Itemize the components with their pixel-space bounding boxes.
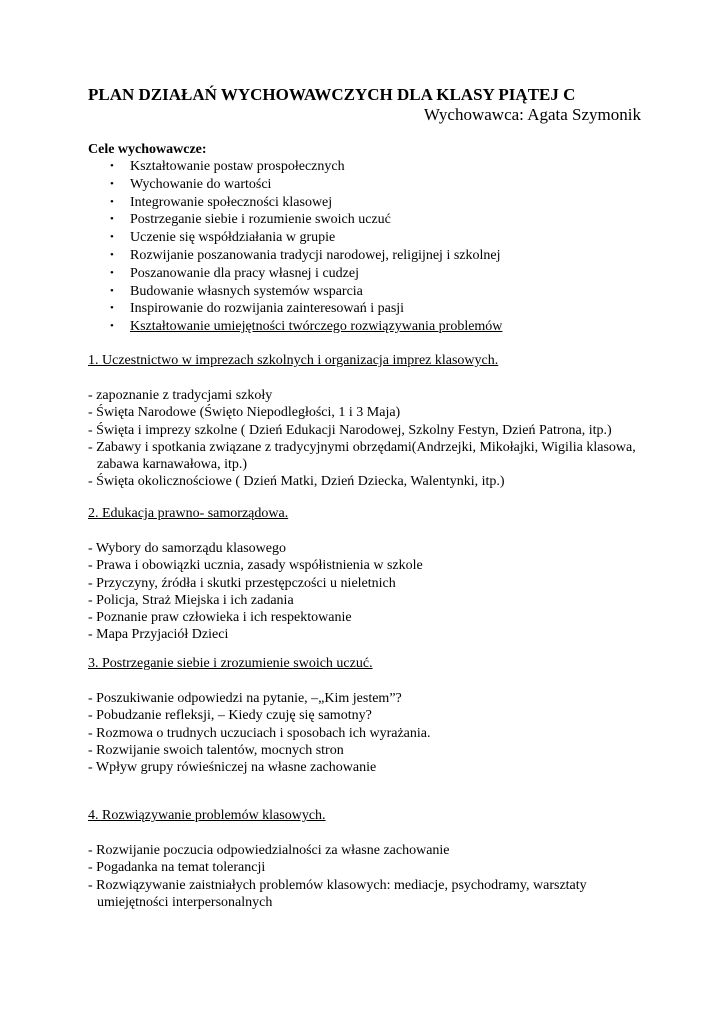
section-item-list xyxy=(88,842,657,911)
goal-item xyxy=(88,194,502,212)
bullet-icon: • xyxy=(110,195,114,208)
section-item: - Rozwiązywanie zaistniałych problemów klasowych: mediacje, psychodramy, warsztaty umiejętności interpersonalnych xyxy=(88,877,587,910)
section-title: 2. Edukacja prawno- samorządowa. xyxy=(88,506,289,521)
section-legal-education xyxy=(88,505,657,644)
goal-text: Budowanie własnych systemów wsparcia xyxy=(130,283,363,299)
goal-item xyxy=(88,283,502,301)
goal-item xyxy=(88,247,502,265)
bullet-icon: • xyxy=(110,248,114,261)
section-item: - Zabawy i spotkania związane z tradycyjnymi obrzędami(Andrzejki, Mikołajki, Wigilia klasowa, zabawa karnawałowa, itp.) xyxy=(88,439,636,473)
goal-item xyxy=(88,229,502,247)
goal-text: Inspirowanie do rozwijania zainteresowań i pasji xyxy=(130,301,405,317)
bullet-icon: • xyxy=(110,302,114,315)
goal-item xyxy=(88,265,502,283)
goal-text: Poszanowanie dla pracy własnej i cudzej xyxy=(130,265,359,281)
bullet-icon: • xyxy=(110,320,114,333)
bullet-icon: • xyxy=(110,266,114,279)
bullet-icon: • xyxy=(110,177,114,190)
goals-heading: Cele wychowawcze: xyxy=(88,142,207,157)
bullet-icon: • xyxy=(110,284,114,297)
section-item-list xyxy=(88,540,657,644)
teacher-name: Wychowawca: Agata Szymonik xyxy=(423,105,641,124)
goal-item xyxy=(88,158,502,176)
section-item-list xyxy=(88,387,657,491)
section-title: 3. Postrzeganie siebie i zrozumienie swoich uczuć. xyxy=(88,656,373,671)
goal-item xyxy=(88,300,502,318)
section-item: - Mapa Przyjaciół Dzieci xyxy=(88,627,229,643)
document-title: PLAN DZIAŁAŃ WYCHOWAWCZYCH DLA KLASY PIĄTEJ C xyxy=(88,85,576,104)
section-self-perception xyxy=(88,655,657,776)
section-item: - Rozwijanie swoich talentów, mocnych stron xyxy=(88,742,344,758)
section-item: - Policja, Straż Miejska i ich zadania xyxy=(88,592,294,608)
goal-item xyxy=(88,176,502,194)
section-item: - Święta Narodowe (Święto Niepodległości, 1 i 3 Maja) xyxy=(88,405,401,421)
section-class-problems xyxy=(88,807,657,911)
section-item-list xyxy=(88,690,657,776)
section-title: 4. Rozwiązywanie problemów klasowych. xyxy=(88,808,326,823)
bullet-icon: • xyxy=(110,213,114,226)
section-title: 1. Uczestnictwo w imprezach szkolnych i organizacja imprez klasowych. xyxy=(88,353,499,368)
section-item: - Prawa i obowiązki ucznia, zasady współistnienia w szkole xyxy=(88,558,423,574)
section-item: - Wybory do samorządu klasowego xyxy=(88,541,286,556)
goal-text: Kształtowanie umiejętności twórczego rozwiązywania problemów xyxy=(130,319,503,335)
goal-text: Rozwijanie poszanowania tradycji narodowej, religijnej i szkolnej xyxy=(130,247,501,263)
section-item: - Święta okolicznościowe ( Dzień Matki, Dzień Dziecka, Walentynki, itp.) xyxy=(88,474,505,490)
section-item: - Pogadanka na temat tolerancji xyxy=(88,860,266,876)
goal-text: Kształtowanie postaw prospołecznych xyxy=(130,159,345,174)
section-item: - Pobudzanie refleksji, – Kiedy czuję się samotny? xyxy=(88,708,372,724)
section-item: - zapoznanie z tradycjami szkoły xyxy=(88,388,273,403)
section-item: - Święta i imprezy szkolne ( Dzień Edukacji Narodowej, Szkolny Festyn, Dzień Patrona, itp.) xyxy=(88,422,612,438)
section-school-events xyxy=(88,352,657,491)
section-item: - Przyczyny, źródła i skutki przestępczości u nieletnich xyxy=(88,575,396,591)
goal-text: Postrzeganie siebie i rozumienie swoich uczuć xyxy=(130,212,391,228)
goal-text: Wychowanie do wartości xyxy=(130,176,272,192)
section-item: - Rozmowa o trudnych uczuciach i sposobach ich wyrażania. xyxy=(88,725,431,741)
goal-text: Uczenie się współdziałania w grupie xyxy=(130,230,336,246)
goals-list xyxy=(88,158,502,336)
section-item: - Poszukiwanie odpowiedzi na pytanie, –„Kim jestem”? xyxy=(88,691,402,706)
section-item: - Wpływ grupy rówieśniczej na własne zachowanie xyxy=(88,760,377,776)
section-item: - Poznanie praw człowieka i ich respektowanie xyxy=(88,610,352,626)
goal-item xyxy=(88,318,502,336)
goal-text: Integrowanie społeczności klasowej xyxy=(130,194,333,210)
bullet-icon: • xyxy=(110,160,114,172)
section-item: - Rozwijanie poczucia odpowiedzialności za własne zachowanie xyxy=(88,843,450,858)
goal-item xyxy=(88,211,502,229)
bullet-icon: • xyxy=(110,231,114,244)
